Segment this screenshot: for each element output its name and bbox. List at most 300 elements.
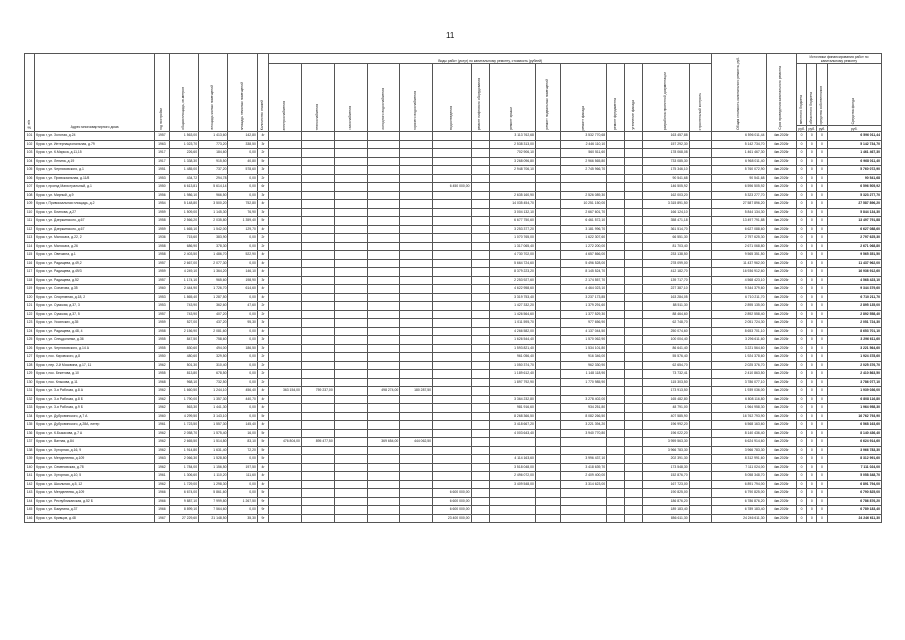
cell-c: 40,80	[228, 157, 257, 166]
cell-a: 1 665,10	[169, 225, 198, 234]
cell-f3: 0	[817, 149, 827, 158]
cell-b: 494,00	[199, 344, 228, 353]
cell-work-14	[689, 234, 712, 243]
cell-work-5	[400, 361, 433, 370]
cell-f1: 0	[797, 285, 807, 294]
cell-b: 1 486,70	[199, 251, 228, 260]
cell-year: 1956	[155, 191, 170, 200]
cell-a: 1 174,10	[169, 276, 198, 285]
cell-fund: 6 808 116,80	[827, 395, 881, 404]
cell-f1: 0	[797, 404, 807, 413]
cell-work-4	[367, 268, 400, 277]
cell-b: 1 287,50	[199, 293, 228, 302]
cell-work-2	[301, 395, 334, 404]
cell-total: 6 627 088,60	[712, 225, 766, 234]
cell-f1: 0	[797, 293, 807, 302]
cell-a: 6 674,00	[169, 489, 198, 498]
cell-c: 197,50	[228, 463, 257, 472]
cell-c: 16,00	[228, 429, 257, 438]
table-row	[25, 336, 882, 345]
cell-f3: 0	[817, 183, 827, 192]
cell-work-9	[535, 472, 560, 481]
table-row	[25, 506, 882, 515]
cell-a: 2 058,70	[169, 429, 198, 438]
cell-e: 5г	[257, 446, 268, 455]
cell-n: 115	[25, 251, 35, 260]
cell-b: 7 999,80	[199, 497, 228, 506]
cell-work-3	[334, 378, 367, 387]
cell-work-3	[334, 497, 367, 506]
cell-work-8	[489, 489, 535, 498]
cell-work-5	[400, 293, 433, 302]
header-work-13: разработка проектной документации	[643, 64, 689, 132]
cell-f2: 0	[807, 353, 817, 362]
cell-term: 4кв.2026г	[766, 472, 797, 481]
cell-f1: 0	[797, 132, 807, 141]
cell-addr: Курск г, ул. Сонатова, д.35	[35, 285, 155, 294]
cell-f3: 0	[817, 421, 827, 430]
header-year: год постройки	[155, 54, 170, 132]
cell-work-7	[471, 412, 489, 421]
cell-year: 1955	[155, 336, 170, 345]
cell-a: 2 403,50	[169, 251, 198, 260]
cell-b: 1 357,30	[199, 395, 228, 404]
cell-f3: 0	[817, 370, 827, 379]
cell-total: 24 246 611,30	[712, 514, 766, 523]
cell-b: 1 726,70	[199, 285, 228, 294]
cell-work-14	[689, 497, 712, 506]
cell-work-12	[625, 166, 643, 175]
cell-c: 0,00	[228, 149, 257, 158]
cell-work-12	[625, 336, 643, 345]
cell-work-10: 3 940 770,80	[560, 429, 606, 438]
cell-work-12	[625, 157, 643, 166]
cell-work-10: 4 464 023,10	[560, 285, 606, 294]
cell-work-12	[625, 293, 643, 302]
cell-work-13: 48 791,00	[643, 404, 689, 413]
cell-e: 3г	[257, 191, 268, 200]
cell-work-8: 3 253 377,20	[489, 225, 535, 234]
cell-f2: 0	[807, 438, 817, 447]
cell-a: 2 444,90	[169, 285, 198, 294]
cell-c: 1 359,40	[228, 217, 257, 226]
cell-work-4	[367, 174, 400, 183]
cell-fund: 6 968 011,40	[827, 157, 881, 166]
cell-fund: 6 568 163,60	[827, 421, 881, 430]
cell-work-12	[625, 191, 643, 200]
cell-term: 4кв.2026г	[766, 132, 797, 141]
cell-n: 103	[25, 149, 35, 158]
cell-work-14	[689, 242, 712, 251]
cell-b: 678,50	[199, 370, 228, 379]
cell-work-3	[334, 361, 367, 370]
cell-work-9	[535, 480, 560, 489]
cell-a: 813,80	[169, 370, 198, 379]
cell-e: 9г	[257, 497, 268, 506]
cell-work-5	[400, 480, 433, 489]
cell-n: 129	[25, 370, 35, 379]
cell-work-5	[400, 472, 433, 481]
table-row	[25, 234, 882, 243]
cell-work-13: 152 876,70	[643, 472, 689, 481]
cell-work-9	[535, 285, 560, 294]
header-work-9: ремонт подвальных помещений	[535, 64, 560, 132]
cell-work-6	[433, 344, 471, 353]
cell-work-6	[433, 132, 471, 141]
cell-year: 1960	[155, 412, 170, 421]
cell-work-8: 5 664 724,60	[489, 259, 535, 268]
cell-work-3	[334, 319, 367, 328]
cell-f1: 0	[797, 225, 807, 234]
cell-work-1: 476 804,00	[269, 438, 302, 447]
cell-year: 1953	[155, 293, 170, 302]
cell-term: 4кв.2026г	[766, 455, 797, 464]
cell-work-8: 1 050 374,70	[489, 361, 535, 370]
cell-e: 3г	[257, 166, 268, 175]
cell-work-10	[560, 489, 606, 498]
cell-work-8: 3 113 762,68	[489, 132, 535, 141]
cell-work-5	[400, 446, 433, 455]
cell-work-3	[334, 514, 367, 523]
cell-f3: 0	[817, 276, 827, 285]
cell-year: 1963	[155, 140, 170, 149]
cell-e: 4г	[257, 463, 268, 472]
cell-a: 830,60	[169, 344, 198, 353]
cell-work-9	[535, 370, 560, 379]
page-number: 11	[446, 31, 455, 40]
cell-work-8: 3 418 667,20	[489, 421, 535, 430]
cell-a: 1 784,00	[169, 463, 198, 472]
cell-work-7	[471, 344, 489, 353]
cell-work-1	[269, 200, 302, 209]
cell-work-1	[269, 489, 302, 498]
cell-work-9	[535, 404, 560, 413]
cell-total: 5 760 072,90	[712, 166, 766, 175]
cell-e: 2г	[257, 378, 268, 387]
cell-f3: 0	[817, 395, 827, 404]
cell-e: 4г	[257, 259, 268, 268]
cell-work-9	[535, 200, 560, 209]
cell-c: 0,00	[228, 370, 257, 379]
cell-e: 4г	[257, 480, 268, 489]
cell-total: 6 568 163,60	[712, 421, 766, 430]
cell-work-8: 2 496 072,00	[489, 472, 535, 481]
cell-c: 752,80	[228, 200, 257, 209]
cell-a: 1 338,30	[169, 157, 198, 166]
cell-e: 4г	[257, 200, 268, 209]
cell-work-3	[334, 268, 367, 277]
cell-total: 1 964 958,30	[712, 404, 766, 413]
cell-fund: 2 892 558,40	[827, 310, 881, 319]
cell-f1: 0	[797, 140, 807, 149]
cell-addr: Курск г, пос. Бекетова, д.10	[35, 370, 155, 379]
cell-b: 407,20	[199, 310, 228, 319]
cell-term: 4кв.2026г	[766, 225, 797, 234]
cell-work-8: 961 056,40	[489, 353, 535, 362]
cell-fund: 6 786 876,20	[827, 497, 881, 506]
cell-fund: 1 924 378,60	[827, 353, 881, 362]
cell-fund: 5 323 277,70	[827, 191, 881, 200]
cell-n: 101	[25, 132, 35, 141]
cell-term: 4кв.2026г	[766, 140, 797, 149]
cell-work-14	[689, 480, 712, 489]
cell-b: 2 035,80	[199, 217, 228, 226]
cell-b: 1 156,50	[199, 463, 228, 472]
cell-total: 5 323 277,70	[712, 191, 766, 200]
cell-fund: 6 627 088,60	[827, 225, 881, 234]
cell-work-2	[301, 302, 334, 311]
cell-e: 3г	[257, 336, 268, 345]
cell-work-5	[400, 183, 433, 192]
cell-e: 4г	[257, 421, 268, 430]
cell-n: 110	[25, 208, 35, 217]
cell-f1: 0	[797, 310, 807, 319]
cell-term: 4кв.2026г	[766, 166, 797, 175]
cell-n: 138	[25, 446, 35, 455]
cell-n: 142	[25, 480, 35, 489]
cell-e: 4г	[257, 404, 268, 413]
cell-work-13: 175 346,10	[643, 166, 689, 175]
cell-work-1	[269, 157, 302, 166]
cell-work-5	[400, 378, 433, 387]
cell-work-2	[301, 370, 334, 379]
cell-work-10: 2 667 601,70	[560, 208, 606, 217]
cell-year: 1962	[155, 480, 170, 489]
cell-work-12	[625, 429, 643, 438]
cell-f1: 0	[797, 183, 807, 192]
cell-work-10	[560, 174, 606, 183]
cell-work-14	[689, 285, 712, 294]
cell-total: 6 891 794,00	[712, 480, 766, 489]
cell-work-6	[433, 268, 471, 277]
cell-work-1	[269, 446, 302, 455]
cell-term: 4кв.2026г	[766, 463, 797, 472]
cell-work-4	[367, 378, 400, 387]
cell-c: 0,00	[228, 183, 257, 192]
cell-total: 6 790 825,00	[712, 489, 766, 498]
cell-work-9	[535, 361, 560, 370]
cell-term: 4кв.2026г	[766, 421, 797, 430]
cell-work-10: 6 461 572,10	[560, 217, 606, 226]
cell-f3: 0	[817, 489, 827, 498]
cell-work-2	[301, 242, 334, 251]
cell-work-6	[433, 166, 471, 175]
cell-f2: 0	[807, 251, 817, 260]
cell-work-12	[625, 208, 643, 217]
cell-work-5	[400, 429, 433, 438]
cell-f1: 0	[797, 217, 807, 226]
table-row	[25, 361, 882, 370]
cell-f3: 0	[817, 242, 827, 251]
cell-work-7	[471, 268, 489, 277]
cell-work-4	[367, 361, 400, 370]
cell-work-12	[625, 140, 643, 149]
cell-e: 9г	[257, 514, 268, 523]
cell-work-2	[301, 293, 334, 302]
cell-year: 1962	[155, 387, 170, 396]
cell-year: 1950	[155, 183, 170, 192]
cell-work-3	[334, 387, 367, 396]
cell-work-1	[269, 353, 302, 362]
cell-work-10: 1 377 529,30	[560, 310, 606, 319]
cell-f3: 0	[817, 387, 827, 396]
cell-work-12	[625, 183, 643, 192]
cell-f1: 0	[797, 234, 807, 243]
cell-a: 686,90	[169, 242, 198, 251]
cell-work-11	[607, 361, 625, 370]
cell-f3: 0	[817, 259, 827, 268]
cell-work-6	[433, 302, 471, 311]
cell-b: 1 557,30	[199, 421, 228, 430]
cell-f3: 0	[817, 404, 827, 413]
cell-work-11	[607, 183, 625, 192]
cell-work-11	[607, 285, 625, 294]
cell-f2: 0	[807, 395, 817, 404]
cell-term: 4кв.2026г	[766, 506, 797, 515]
cell-b: 1 441,30	[199, 404, 228, 413]
cell-work-2	[301, 421, 334, 430]
cell-work-3	[334, 429, 367, 438]
cell-work-8: 1 897 792,90	[489, 378, 535, 387]
cell-addr: Курск г, ул. Хуторная, д.16, 9	[35, 446, 155, 455]
cell-addr: Курск г, ул. Спецдолинки, д.36	[35, 336, 155, 345]
cell-term: 4кв.2026г	[766, 370, 797, 379]
cell-fund: 6 624 914,60	[827, 438, 881, 447]
cell-work-1	[269, 293, 302, 302]
cell-n: 144	[25, 497, 35, 506]
cell-f3: 0	[817, 336, 827, 345]
cell-year: 1917	[155, 149, 170, 158]
cell-addr: Курск г, ул. Сумская, д.37, 3	[35, 302, 155, 311]
cell-work-10: 2 174 557,70	[560, 276, 606, 285]
cell-work-4: 369 654,00	[367, 438, 400, 447]
cell-work-7	[471, 174, 489, 183]
cell-year: 1963	[155, 455, 170, 464]
cell-a: 2 667,00	[169, 259, 198, 268]
cell-work-8	[489, 497, 535, 506]
cell-addr: Курск г, ул. 3-я Рабочая, д.9 Б	[35, 404, 155, 413]
cell-f3: 0	[817, 455, 827, 464]
cell-addr: Курск г, ул. Менделеева, д.109	[35, 455, 155, 464]
cell-work-3	[334, 336, 367, 345]
cell-c: 146,10	[228, 268, 257, 277]
cell-work-4	[367, 395, 400, 404]
cell-work-14	[689, 251, 712, 260]
cell-term: 4кв.2026г	[766, 412, 797, 421]
cell-work-13: 90 541,68	[643, 174, 689, 183]
cell-fund: 8 312 991,60	[827, 455, 881, 464]
cell-addr: Курск г, ул. Менделеева, д.109	[35, 489, 155, 498]
cell-work-5: 444 062,50	[400, 438, 433, 447]
cell-work-5	[400, 217, 433, 226]
cell-f3: 0	[817, 310, 827, 319]
cell-work-7	[471, 489, 489, 498]
cell-term: 4кв.2026г	[766, 251, 797, 260]
cell-f1: 0	[797, 336, 807, 345]
cell-work-5	[400, 497, 433, 506]
cell-e: 2г	[257, 234, 268, 243]
cell-addr: Курск г, ул. Золотая, д.24	[35, 132, 155, 141]
cell-work-6	[433, 217, 471, 226]
cell-f2: 0	[807, 157, 817, 166]
cell-term: 4кв.2026г	[766, 157, 797, 166]
cell-work-10: 1 534 101,80	[560, 344, 606, 353]
cell-work-3	[334, 251, 367, 260]
cell-work-8: 1 427 332,20	[489, 302, 535, 311]
cell-c: 95,30	[228, 319, 257, 328]
cell-work-9	[535, 421, 560, 430]
cell-f1: 0	[797, 489, 807, 498]
cell-work-5	[400, 395, 433, 404]
cell-year: 1957	[155, 259, 170, 268]
cell-fund: 13 497 791,88	[827, 217, 881, 226]
header-work-3: газоснабжения	[334, 64, 367, 132]
cell-work-6	[433, 200, 471, 209]
cell-work-5	[400, 412, 433, 421]
cell-work-7	[471, 319, 489, 328]
cell-work-9	[535, 234, 560, 243]
cell-fund: 3 296 611,60	[827, 336, 881, 345]
cell-work-8: 1 011 595,70	[489, 319, 535, 328]
cell-year: 1962	[155, 463, 170, 472]
cell-work-3	[334, 472, 367, 481]
cell-work-4	[367, 455, 400, 464]
cell-a: 4 249,10	[169, 268, 198, 277]
cell-work-10: 3 418 639,70	[560, 463, 606, 472]
cell-f2: 0	[807, 140, 817, 149]
cell-work-11	[607, 412, 625, 421]
cell-f3: 0	[817, 514, 827, 523]
cell-f1: 0	[797, 208, 807, 217]
cell-work-7	[471, 166, 489, 175]
cell-b: 1 575,40	[199, 429, 228, 438]
cell-fund: 2 895 135,00	[827, 302, 881, 311]
cell-f2: 0	[807, 446, 817, 455]
cell-work-11	[607, 225, 625, 234]
cell-year: 1966	[155, 506, 170, 515]
cell-work-4	[367, 446, 400, 455]
cell-work-10: 1 570 062,90	[560, 336, 606, 345]
cell-work-7	[471, 302, 489, 311]
header-fund-sub-3: средства собственников	[817, 64, 827, 126]
cell-work-6	[433, 336, 471, 345]
cell-work-14	[689, 259, 712, 268]
cell-work-5	[400, 319, 433, 328]
cell-fund: 2 025 376,70	[827, 361, 881, 370]
cell-work-14	[689, 412, 712, 421]
cell-c: 0,00	[228, 174, 257, 183]
cell-b: 5 614,14	[199, 183, 228, 192]
table-body	[25, 132, 882, 523]
cell-work-12	[625, 285, 643, 294]
cell-work-14	[689, 446, 712, 455]
cell-work-5	[400, 242, 433, 251]
cell-work-11	[607, 302, 625, 311]
cell-n: 126	[25, 344, 35, 353]
cell-year: 1966	[155, 497, 170, 506]
cell-work-4	[367, 336, 400, 345]
table-row	[25, 285, 882, 294]
cell-e: 9г	[257, 506, 268, 515]
cell-total: 1 939 036,00	[712, 387, 766, 396]
cell-c: 186,50	[228, 344, 257, 353]
cell-f1: 0	[797, 191, 807, 200]
cell-n: 135	[25, 421, 35, 430]
cell-work-1	[269, 344, 302, 353]
cell-fund: 1 939 036,00	[827, 387, 881, 396]
cell-work-7	[471, 242, 489, 251]
header-work-4: холодного водоснабжения	[367, 64, 400, 132]
